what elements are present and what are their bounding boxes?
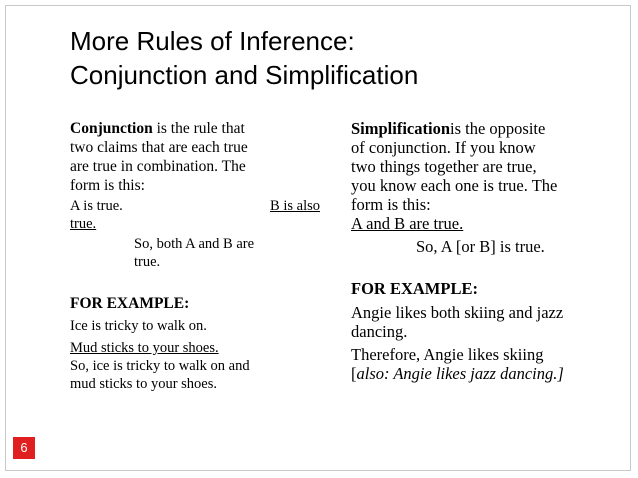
conjunction-premise-row — [70, 197, 320, 215]
title-line-2: Conjunction and Simplification — [70, 60, 419, 90]
simplification-intro-text: is the opposite — [450, 119, 546, 138]
conjunction-conclusion-line-2: true. — [134, 254, 161, 270]
simplification-conclusion: So, A [or B] is true. — [416, 237, 545, 256]
spacer — [70, 271, 320, 290]
conjunction-intro-line-4: form is this: — [70, 177, 145, 194]
simplification-column — [351, 119, 601, 383]
conjunction-example-line-4: mud sticks to your shoes. — [70, 376, 218, 392]
slide-title — [70, 24, 590, 92]
title-line-1: More Rules of Inference: — [70, 26, 355, 56]
slide-number-badge: 6 — [13, 437, 35, 459]
simplification-intro-line-1 — [351, 119, 601, 138]
conjunction-example-line-3: So, ice is tricky to walk on and — [70, 358, 250, 374]
simplification-example-line-3: Therefore, Angie likes skiing — [351, 345, 544, 364]
simplification-example-line-4 — [351, 364, 601, 383]
simplification-example-italic: also: Angie likes jazz dancing.] — [356, 364, 564, 383]
conjunction-column — [70, 119, 320, 393]
conjunction-intro-line-3: are true in combination. The — [70, 158, 246, 175]
spacer — [351, 256, 601, 275]
conjunction-conclusion-line-1: So, both A and B are — [134, 236, 255, 252]
simplification-intro-line-2: of conjunction. If you know — [351, 138, 536, 157]
simplification-intro-line-5: form is this: — [351, 195, 431, 214]
simplification-intro-line-3: two things together are true, — [351, 157, 537, 176]
simplification-intro-line-4: you know each one is true. The — [351, 176, 558, 195]
conjunction-example-heading: FOR EXAMPLE: — [70, 295, 190, 312]
simplification-example-heading: FOR EXAMPLE: — [351, 279, 478, 298]
simplification-example-line-2: dancing. — [351, 322, 408, 341]
simplification-example-line-1: Angie likes both skiing and jazz — [351, 303, 564, 322]
simplification-example-bracket: [ — [351, 364, 357, 383]
conjunction-term: Conjunction — [70, 120, 153, 137]
conjunction-premise-b: B is also — [270, 198, 320, 214]
conjunction-example-line-1: Ice is tricky to walk on. — [70, 318, 207, 334]
conjunction-premise-b-cont: true. — [70, 216, 97, 232]
conjunction-example-line-2: Mud sticks to your shoes. — [70, 340, 219, 356]
conjunction-intro-line-2: two claims that are each true — [70, 139, 248, 156]
conjunction-intro-text: is the rule that — [152, 120, 245, 137]
conjunction-intro-line-1 — [70, 119, 320, 138]
simplification-premise: A and B are true. — [351, 214, 464, 233]
conjunction-premise-a: A is true. — [70, 198, 123, 214]
simplification-term: Simplification — [351, 119, 451, 138]
